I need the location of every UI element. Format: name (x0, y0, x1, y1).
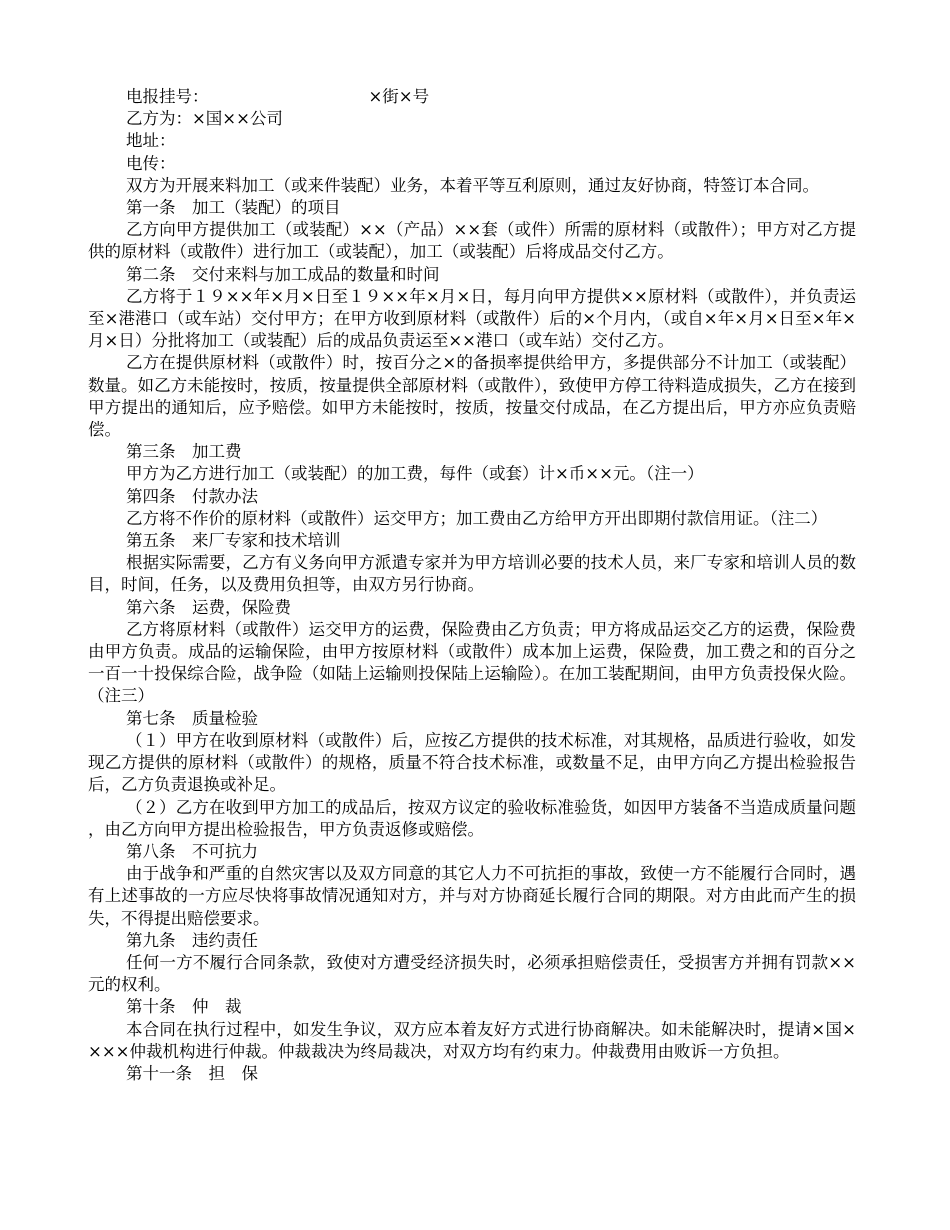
article-3-heading: 第三条 加工费 (125, 442, 242, 462)
street-address: ×街×号 (368, 87, 430, 106)
address-line: 地址： (125, 131, 176, 151)
article-5-heading: 第五条 来厂专家和技术培训 (125, 531, 341, 551)
article-8-heading: 第八条 不可抗力 (125, 841, 258, 861)
article-10-body: 本合同在执行过程中，如发生争议，双方应本着友好方式进行协商解决。如未能解决时，提请×国××××仲裁机构进行仲裁。仲裁裁决为终局裁决，对双方均有约束力。仲裁费用由败诉一方负担。 (88, 1019, 856, 1061)
telegraph-label: 电报挂号： (125, 87, 209, 106)
party-b-line: 乙方为：×国××公司 (125, 109, 283, 129)
contract-document (88, 86, 856, 1085)
article-6-body: 乙方将原材料（或散件）运交甲方的运费，保险费由乙方负责；甲方将成品运交乙方的运费，保险费由甲方负责。成品的运输保险，由甲方按原材料（或散件）成本加上运费，保险费，加工费之和的百分之一百一十投保综合险，战争险（如陆上运输则投保陆上运输险）。在加工装配期间，由甲方负责投保火险。（注三） (88, 619, 856, 706)
article-6-heading: 第六条 运费，保险费 (125, 597, 291, 617)
article-7-heading: 第七条 质量检验 (125, 708, 258, 728)
article-2-body-1: 乙方将于１９××年×月×日至１９××年×月×日，每月向甲方提供××原材料（或散件），并负责运至×港港口（或车站）交付甲方；在甲方收到原材料（或散件）后的×个月内，（或自×年×月×日至×年×月×日）分批将加工（或装配）后的成品负责运至××港口（或车站）交付乙方。 (88, 286, 856, 351)
article-4-heading: 第四条 付款办法 (125, 486, 258, 506)
telegraph-line (88, 86, 856, 108)
article-11-heading: 第十一条 担 保 (125, 1063, 258, 1083)
preamble-paragraph: 双方为开展来料加工（或来件装配）业务，本着平等互利原则，通过友好协商，特签订本合同。 (125, 175, 819, 195)
article-7-clause-2: （２）乙方在收到甲方加工的成品后，按双方议定的验收标准验货，如因甲方装备不当造成质量问题，由乙方向甲方提出检验报告，甲方负责返修或赔偿。 (88, 797, 856, 839)
fax-line: 电传： (125, 153, 176, 173)
article-9-heading: 第九条 违约责任 (125, 930, 258, 950)
article-10-heading: 第十条 仲 裁 (125, 997, 242, 1017)
article-9-body: 任何一方不履行合同条款，致使对方遭受经济损失时，必须承担赔偿责任，受损害方并拥有罚款××元的权利。 (88, 952, 856, 995)
article-7-clause-1: （１）甲方在收到原材料（或散件）后，应按乙方提供的技术标准，对其规格，品质进行验收，如发现乙方提供的原材料（或散件）的规格，质量不符合技术标准，或数量不足，由甲方向乙方提出检验报告后，乙方负责退换或补足。 (88, 730, 856, 795)
article-8-body: 由于战争和严重的自然灾害以及双方同意的其它人力不可抗拒的事故，致使一方不能履行合同时，遇有上述事故的一方应尽快将事故情况通知对方，并与对方协商延长履行合同的期限。对方由此而产生的损失，不得提出赔偿要求。 (88, 864, 856, 928)
article-5-body: 根据实际需要，乙方有义务向甲方派遣专家并为甲方培训必要的技术人员，来厂专家和培训人员的数目，时间，任务，以及费用负担等，由双方另行协商。 (88, 553, 856, 595)
article-2-body-2: 乙方在提供原材料（或散件）时，按百分之×的备损率提供给甲方，多提供部分不计加工（或装配）数量。如乙方未能按时，按质，按量提供全部原材料（或散件），致使甲方停工待料造成损失，乙方在接到甲方提出的通知后，应予赔偿。如甲方未能按时，按质，按量交付成品，在乙方提出后，甲方亦应负责赔偿。 (88, 353, 856, 440)
article-4-body: 乙方将不作价的原材料（或散件）运交甲方；加工费由乙方给甲方开出即期付款信用证。（注二） (125, 508, 828, 528)
article-2-heading: 第二条 交付来料与加工成品的数量和时间 (125, 264, 440, 284)
article-1-body: 乙方向甲方提供加工（或装配）××（产品）××套（或件）所需的原材料（或散件）；甲方对乙方提供的原材料（或散件）进行加工（或装配），加工（或装配）后将成品交付乙方。 (88, 220, 856, 262)
article-3-body: 甲方为乙方进行加工（或装配）的加工费，每件（或套）计×币××元。（注一） (125, 464, 704, 484)
article-1-heading: 第一条 加工（装配）的项目 (125, 198, 341, 218)
